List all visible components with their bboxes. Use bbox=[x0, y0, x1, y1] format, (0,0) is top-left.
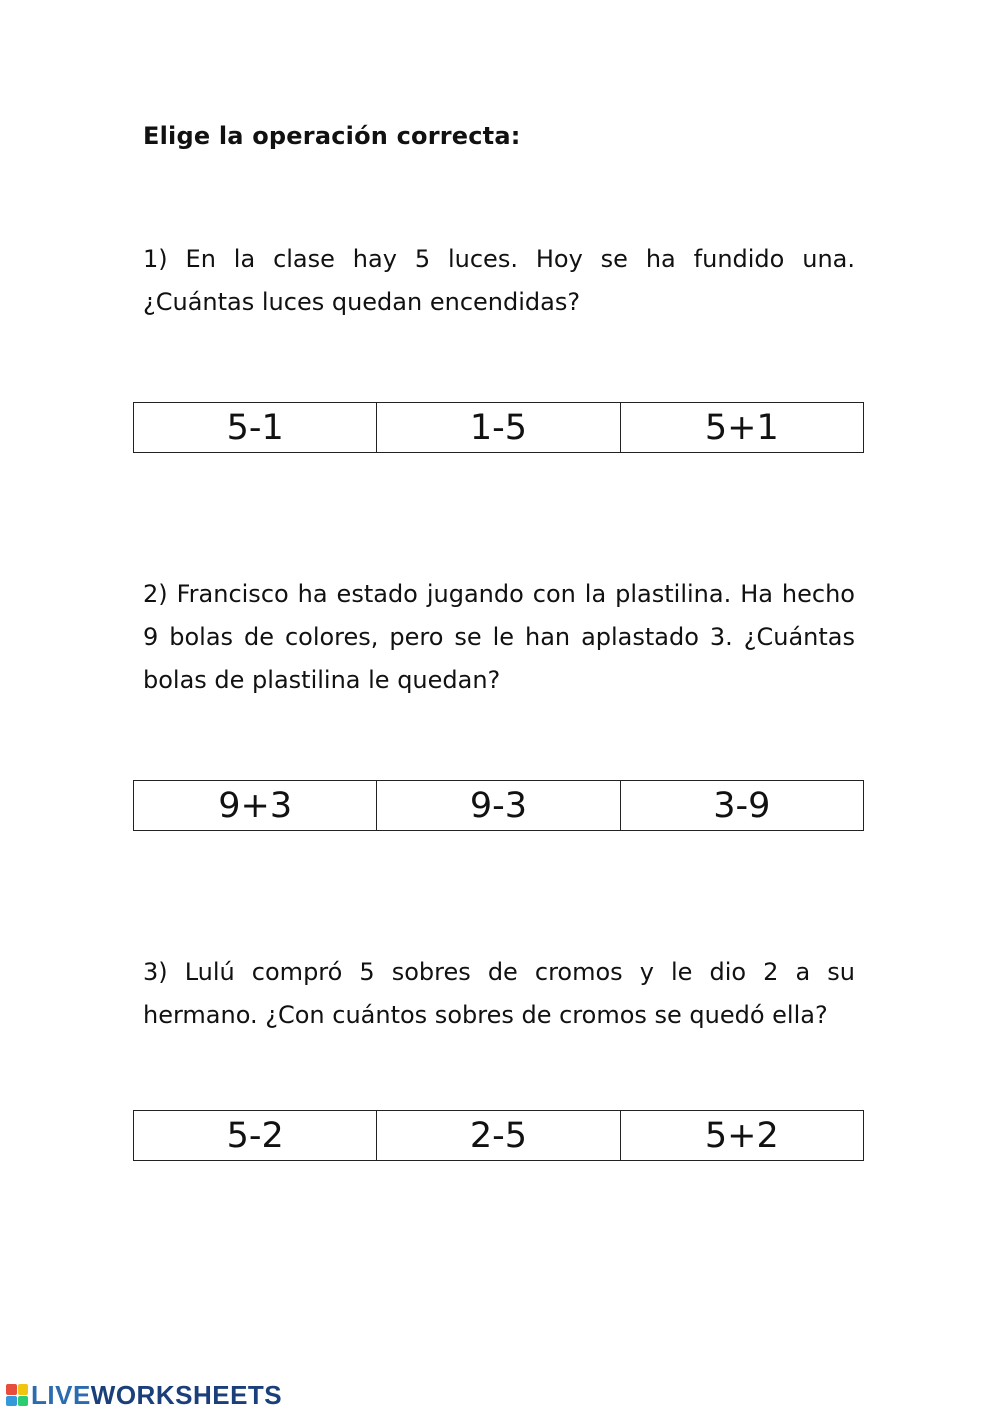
question-1-options bbox=[133, 402, 864, 453]
question-3-option-c[interactable]: 5+2 bbox=[704, 1115, 779, 1156]
logo-text-live: LIVE bbox=[31, 1379, 91, 1410]
question-2-option-a[interactable]: 9+3 bbox=[134, 781, 377, 830]
question-3-text: 3) Lulú compró 5 sobres de cromos y le dio 2 a su hermano. ¿Con cuántos sobres de cromos se quedó ella? bbox=[143, 958, 855, 1029]
question-1-option-a[interactable]: 5-1 bbox=[134, 403, 377, 452]
question-3-options bbox=[133, 1110, 864, 1161]
question-3-option-a[interactable]: 5-2 bbox=[134, 1111, 377, 1160]
page-title: Elige la operación correcta: bbox=[143, 122, 521, 150]
question-1-option-c[interactable]: 5+1 bbox=[704, 407, 779, 448]
question-2-option-c[interactable]: 3-9 bbox=[713, 785, 771, 826]
question-2-text: 2) Francisco ha estado jugando con la plastilina. Ha hecho 9 bolas de colores, pero se le han aplastado 3. ¿Cuántas bolas de plastilina le quedan? bbox=[143, 580, 855, 694]
question-1-text: 1) En la clase hay 5 luces. Hoy se ha fundido una. ¿Cuántas luces quedan encendidas? bbox=[143, 245, 855, 316]
question-1-option-b[interactable]: 1-5 bbox=[377, 403, 620, 452]
liveworksheets-logo-icon bbox=[6, 1384, 28, 1406]
question-2-option-b[interactable]: 9-3 bbox=[377, 781, 620, 830]
question-3-option-b[interactable]: 2-5 bbox=[377, 1111, 620, 1160]
question-2-options bbox=[133, 780, 864, 831]
liveworksheets-logo[interactable] bbox=[6, 1380, 282, 1410]
logo-text-worksheets: WORKSHEETS bbox=[90, 1379, 283, 1410]
